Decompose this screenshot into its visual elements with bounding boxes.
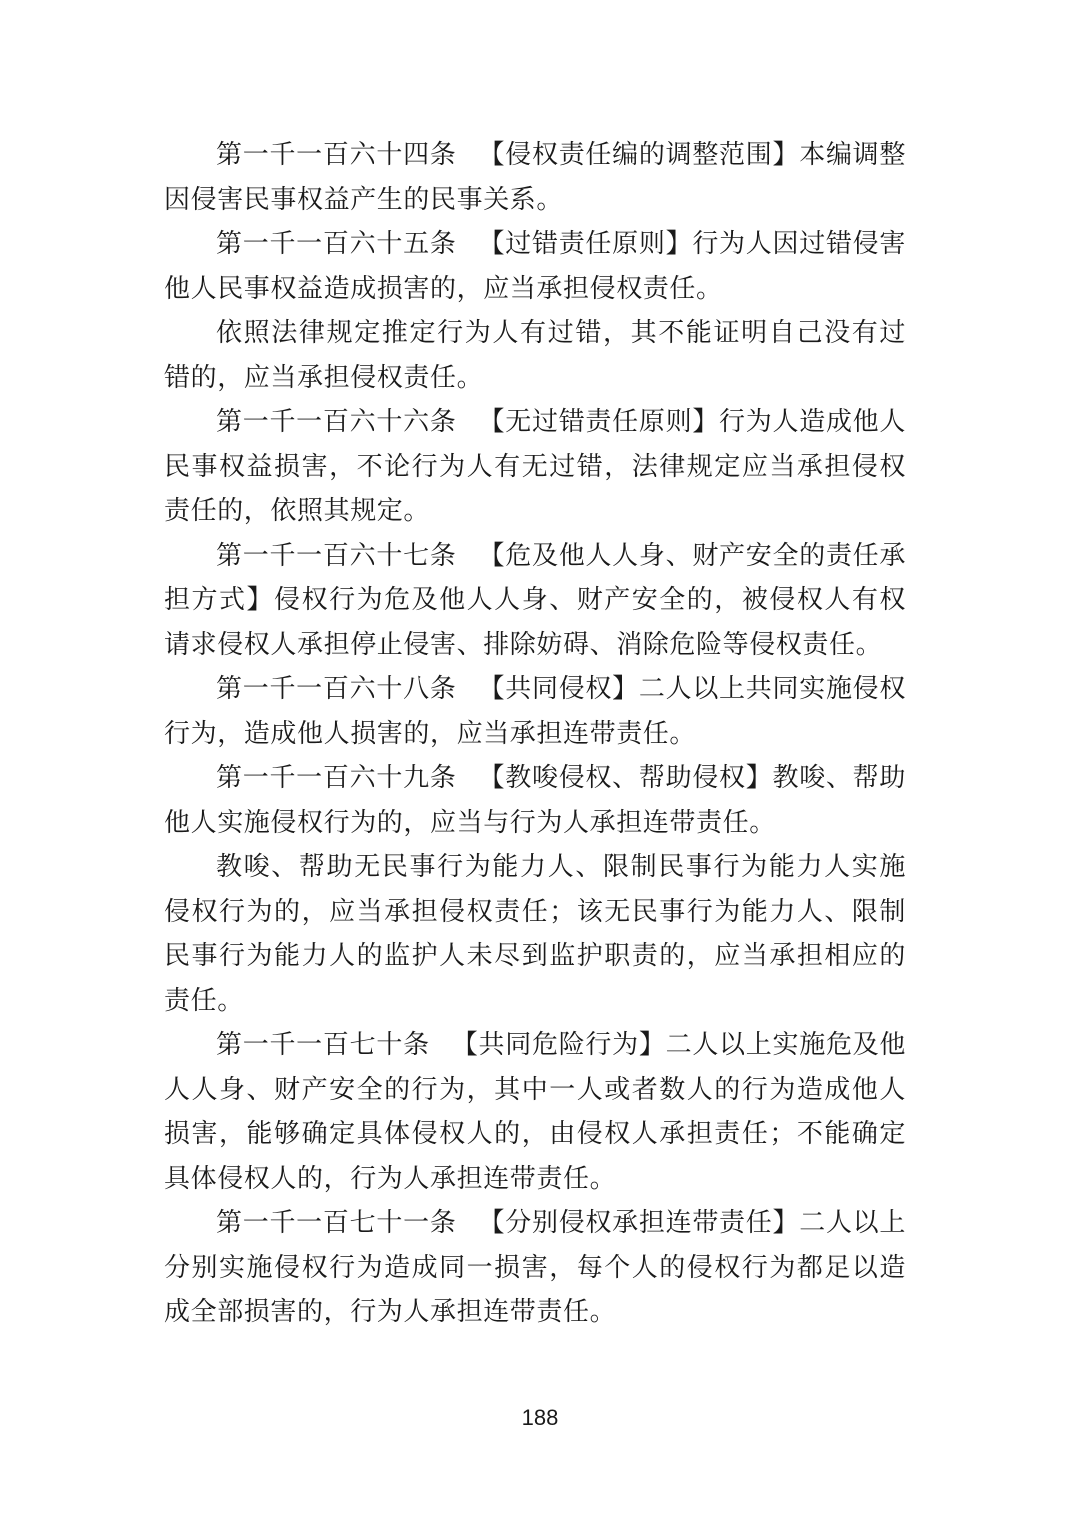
article-text: 【侵权责任编的调整范围】本编调整因侵害民事权益产生的民事关系。 <box>164 140 906 215</box>
article-text: 依照法律规定推定行为人有过错，其不能证明自己没有过错的，应当承担侵权责任。 <box>164 318 906 393</box>
paragraph-1168 <box>164 667 906 756</box>
page-number: 188 <box>521 1405 559 1430</box>
article-text: 教唆、帮助无民事行为能力人、限制民事行为能力人实施侵权行为的，应当承担侵权责任；该无民事行为能力人、限制民事行为能力人的监护人未尽到监护职责的，应当承担相应的责任。 <box>164 852 906 1016</box>
paragraph-1165 <box>164 222 906 311</box>
article-number: 第一千一百七十一条 <box>216 1208 457 1238</box>
article-text: 【无过错责任原则】行为人造成他人民事权益损害，不论行为人有无过错，法律规定应当承担侵权责任的，依照其规定。 <box>164 407 906 526</box>
paragraph-1171 <box>164 1201 906 1335</box>
paragraph-1165-2 <box>164 311 906 400</box>
paragraph-1169 <box>164 756 906 845</box>
article-number: 第一千一百六十六条 <box>216 407 457 437</box>
article-number: 第一千一百六十八条 <box>216 674 457 704</box>
article-number: 第一千一百六十七条 <box>216 540 457 571</box>
article-text: 【分别侵权承担连带责任】二人以上分别实施侵权行为造成同一损害，每个人的侵权行为都足以造成全部损害的，行为人承担连带责任。 <box>164 1208 906 1327</box>
article-text: 【共同危险行为】二人以上实施危及他人人身、财产安全的行为，其中一人或者数人的行为造成他人损害，能够确定具体侵权人的，由侵权人承担责任；不能确定具体侵权人的，行为人承担连带责任。 <box>164 1030 906 1194</box>
paragraph-1164 <box>164 133 906 222</box>
article-text: 【过错责任原则】行为人因过错侵害他人民事权益造成损害的，应当承担侵权责任。 <box>164 229 906 304</box>
article-number: 第一千一百六十五条 <box>216 229 457 259</box>
paragraph-1169-2 <box>164 845 906 1023</box>
article-number: 第一千一百六十九条 <box>216 763 457 793</box>
article-text: 【危及他人人身、财产安全的责任承担方式】侵权行为危及他人人身、财产安全的，被侵权人有权请求侵权人承担停止侵害、排除妨碍、消除危险等侵权责任。 <box>164 540 906 660</box>
paragraph-1166 <box>164 400 906 534</box>
article-number: 第一千一百六十四条 <box>216 140 457 170</box>
article-text: 【共同侵权】二人以上共同实施侵权行为，造成他人损害的，应当承担连带责任。 <box>164 674 906 749</box>
paragraph-1170 <box>164 1023 906 1201</box>
page-body <box>164 133 906 1335</box>
paragraph-1167 <box>164 534 906 668</box>
article-number: 第一千一百七十条 <box>216 1030 430 1060</box>
article-text: 【教唆侵权、帮助侵权】教唆、帮助他人实施侵权行为的，应当与行为人承担连带责任。 <box>164 763 906 838</box>
